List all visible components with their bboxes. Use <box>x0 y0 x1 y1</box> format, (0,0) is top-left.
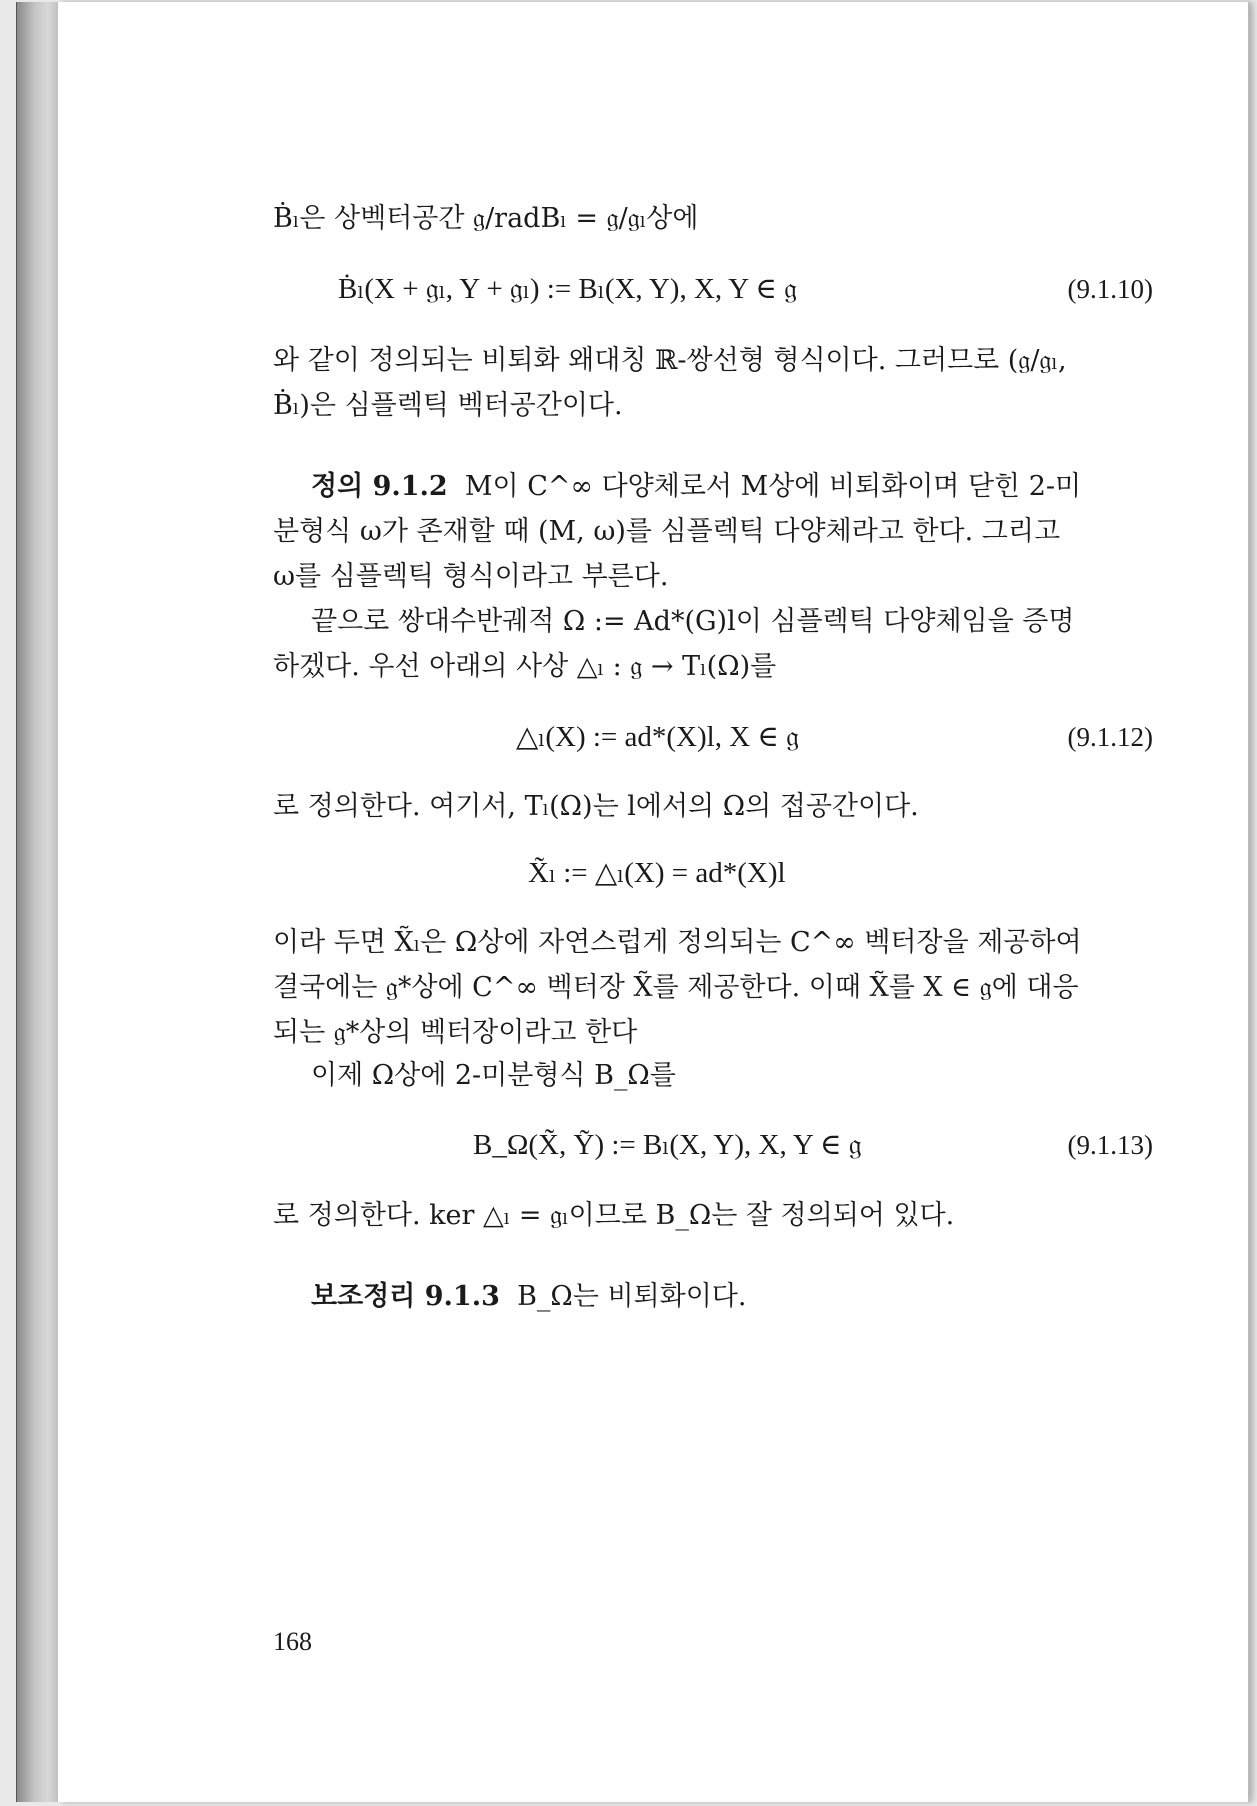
equation-vector-field: X̃ₗ := △ₗ(X) = ad*(X)l <box>528 857 786 889</box>
definition-line <box>311 468 1081 506</box>
equation-number: (9.1.10) <box>1067 274 1153 304</box>
lemma-text: B_Ω는 비퇴화이다. <box>517 1281 747 1312</box>
equation-9-1-12: △ₗ(X) := ad*(X)l, X ∈ 𝔤 <box>516 721 800 753</box>
equation-number: (9.1.12) <box>1067 722 1153 752</box>
definition-label: 정의 9.1.2 <box>311 471 448 502</box>
text-line: 분형식 ω가 존재할 때 (M, ω)를 심플렉틱 다양체라고 한다. 그리고 <box>273 516 1061 547</box>
book-page <box>58 2 1249 1802</box>
lemma-label: 보조정리 9.1.3 <box>311 1281 500 1312</box>
text-line: Ḃₗ은 상벡터공간 𝔤/radBₗ = 𝔤/𝔤ₗ상에 <box>273 203 699 234</box>
page-number: 168 <box>273 1627 312 1656</box>
lemma-line <box>311 1278 746 1316</box>
text-line: Ḃₗ)은 심플렉틱 벡터공간이다. <box>273 390 623 421</box>
text-line: 하겠다. 우선 아래의 사상 △ₗ : 𝔤 → Tₗ(Ω)를 <box>273 651 777 682</box>
equation-9-1-13: B_Ω(X̃, Ỹ) := Bₗ(X, Y), X, Y ∈ 𝔤 <box>473 1129 862 1161</box>
text-line: 끝으로 쌍대수반궤적 Ω := Ad*(G)l이 심플렉틱 다양체임을 증명 <box>311 606 1075 637</box>
text-line: 로 정의한다. ker △ₗ = 𝔤ₗ이므로 B_Ω는 잘 정의되어 있다. <box>273 1200 955 1231</box>
text-line: ω를 심플렉틱 형식이라고 부른다. <box>273 561 669 592</box>
equation-number: (9.1.13) <box>1067 1130 1153 1160</box>
text-line: 로 정의한다. 여기서, Tₗ(Ω)는 l에서의 Ω의 접공간이다. <box>273 791 919 822</box>
text-line: 이라 두면 X̃ₗ은 Ω상에 자연스럽게 정의되는 C^∞ 벡터장을 제공하여 <box>273 927 1082 958</box>
text-line: 결국에는 𝔤*상에 C^∞ 벡터장 X̃를 제공한다. 이때 X̃를 X ∈ 𝔤에 대응 <box>273 972 1079 1003</box>
text-line: 와 같이 정의되는 비퇴화 왜대칭 ℝ-쌍선형 형식이다. 그러므로 (𝔤/𝔤ₗ, <box>273 345 1067 376</box>
equation-9-1-10: Ḃₗ(X + 𝔤ₗ, Y + 𝔤ₗ) := Bₗ(X, Y), X, Y ∈ 𝔤 <box>338 273 798 305</box>
text-line: 되는 𝔤*상의 벡터장이라고 한다 <box>273 1017 638 1048</box>
book-spine <box>16 2 61 1802</box>
text-line: 이제 Ω상에 2-미분형식 B_Ω를 <box>311 1060 676 1091</box>
definition-text: M이 C^∞ 다양체로서 M상에 비퇴화이며 닫힌 2-미 <box>464 471 1082 502</box>
